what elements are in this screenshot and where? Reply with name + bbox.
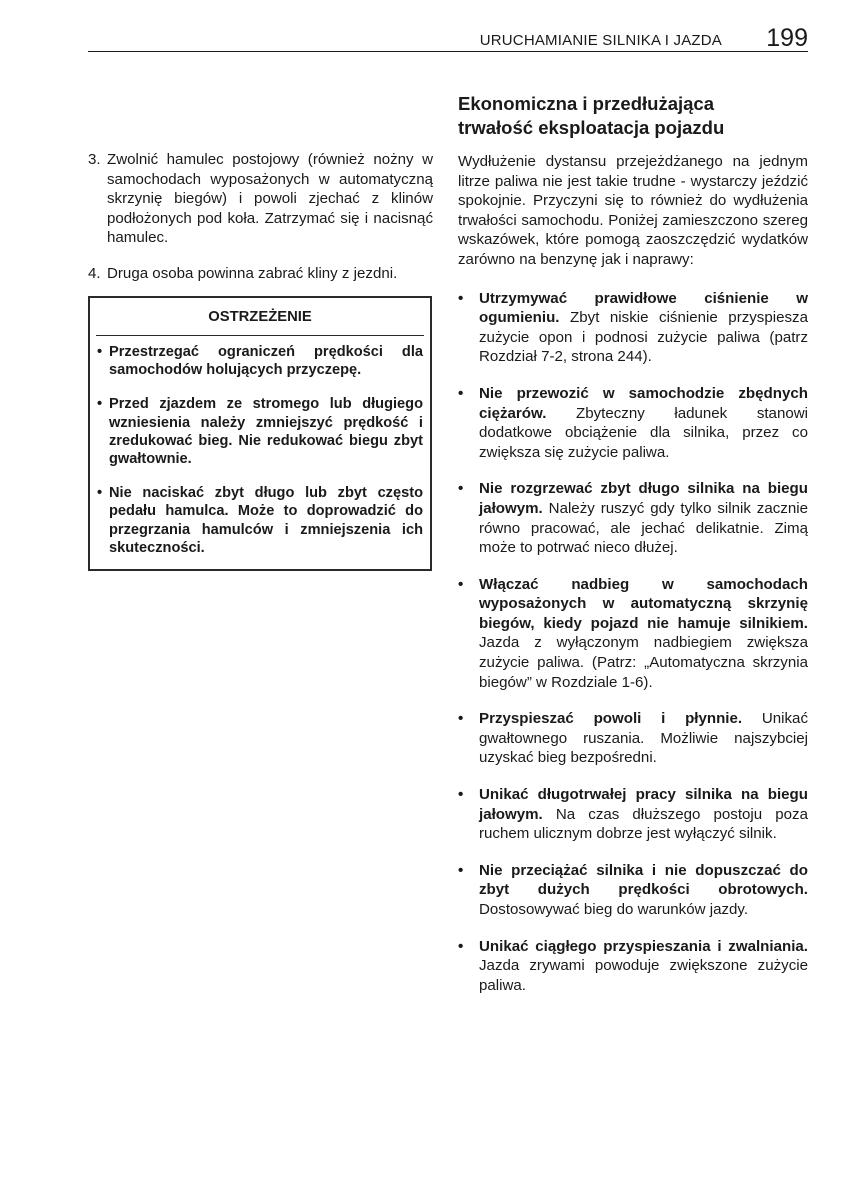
tip-item <box>458 384 808 462</box>
section-title: URUCHAMIANIE SILNIKA I JAZDA <box>479 32 722 49</box>
tip-item <box>458 937 808 996</box>
tip-bold-text: Przyspieszać powoli i płynnie. <box>479 710 743 728</box>
warning-item-text: Nie naciskać zbyt długo lub zbyt często pedału hamulca. Może to doprowadzić do przegrzania hamulców i zmniejszenia ich skuteczności. <box>109 485 423 556</box>
economy-heading <box>458 92 808 140</box>
tip-text: Jazda zrywami powoduje zwiększone zużycie paliwa. <box>479 957 808 994</box>
step-4 <box>88 264 433 284</box>
warning-item <box>97 343 423 379</box>
economy-intro: Wydłużenie dystansu przejeżdżanego na jednym litrze paliwa nie jest takie trudne - wystarczy jeździć spokojnie. Przyczyni się to również do wydłużenia trwałości samochodu. Poniżej zamieszczono szereg wskazówek, które pomogą zaoszczędzić wydatków zarówno na benzynę jak i naprawy: <box>458 153 808 268</box>
tip-text: Jazda z wyłączonym nadbiegiem zwiększa zużycie paliwa. (Patrz: „Automatyczna skrzynia biegów” w Rozdziale 1-6). <box>479 634 808 691</box>
tip-bold-text: Nie przeciążać silnika i nie dopuszczać do zbyt dużych prędkości obrotowych. <box>479 861 808 899</box>
step-text: Druga osoba powinna zabrać kliny z jezdni. <box>107 264 398 282</box>
tip-item <box>458 479 808 557</box>
bullet: • <box>458 861 464 879</box>
economy-heading-line1: Ekonomiczna i przedłużająca <box>458 93 714 114</box>
tip-text: Zbyteczny ładunek stanowi dodatkowe obciążenie dla silnika, przez co zwiększa się zużycie paliwa. <box>479 404 808 461</box>
page-header <box>88 26 808 54</box>
warning-item <box>97 395 423 468</box>
bullet: • <box>458 575 464 593</box>
tip-item <box>458 289 808 367</box>
warning-list <box>90 336 430 557</box>
bullet: • <box>458 937 464 955</box>
bullet: • <box>458 786 464 804</box>
page-number: 199 <box>766 24 808 52</box>
left-column <box>88 150 433 300</box>
tip-text: Dostosowywać bieg do warunków jazdy. <box>479 901 749 918</box>
tip-text: Na czas dłuższego postoju poza ruchem ulicznym dobrze jest wyłączyć silnik. <box>479 805 808 843</box>
header-rule <box>88 51 808 52</box>
tip-text: Należy ruszyć gdy tylko silnik zacznie równo pracować, ale jechać delikatnie. Zimą może to potrwać nieco dłużej. <box>479 499 808 557</box>
bullet: • <box>458 710 464 728</box>
step-number: 3. <box>88 151 101 168</box>
step-number: 4. <box>88 264 101 282</box>
tip-bold-text: Włączać nadbieg w samochodach wyposażonych w automatyczną skrzynię biegów, kiedy pojazd nie hamuje silnikiem. <box>479 575 808 632</box>
tip-bold-text: Unikać ciągłego przyspieszania i zwalniania. <box>479 937 808 955</box>
warning-box <box>88 296 432 571</box>
warning-item <box>97 484 423 557</box>
tip-bold-text: Utrzymywać prawidłowe ciśnienie w ogumieniu. <box>479 289 808 327</box>
bullet: • <box>97 396 103 413</box>
bullet: • <box>458 480 464 498</box>
tip-bold-text: Nie przewozić w samochodzie zbędnych ciężarów. <box>479 384 808 422</box>
step-3 <box>88 150 433 248</box>
bullet: • <box>458 289 464 307</box>
tip-text: Zbyt niskie ciśnienie przyspiesza zużycie opon i podnosi zużycie paliwa (patrz Rozdział 7-2, strona 244). <box>479 309 808 366</box>
bullet: • <box>458 384 464 402</box>
warning-item-text: Przestrzegać ograniczeń prędkości dla samochodów holujących przyczepę. <box>109 344 423 379</box>
bullet: • <box>97 485 103 502</box>
economy-heading-line2: trwałość eksploatacja pojazdu <box>458 117 725 138</box>
tip-text: Unikać gwałtownego ruszania. Możliwie najszybciej uzyskać bieg bezpośredni. <box>479 710 808 767</box>
tip-item <box>458 861 808 920</box>
step-text: Zwolnić hamulec postojowy (również nożny w samochodach wyposażonych w automatyczną skrzynię biegów) i powoli zjechać z klinów podłożonych pod koła. Zatrzymać się i nacisnąć hamulec. <box>107 151 433 247</box>
bullet: • <box>97 344 103 360</box>
tip-item <box>458 575 808 693</box>
tip-item <box>458 709 808 768</box>
warning-item-text: Przed zjazdem ze stromego lub długiego wzniesienia należy zmniejszyć prędkość i zredukować bieg. Nie redukować biegu zbyt gwałtownie. <box>109 396 423 468</box>
warning-title: OSTRZEŻENIE <box>96 298 424 336</box>
tip-bold-text: Unikać długotrwałej pracy silnika na biegu jałowym. <box>479 786 808 823</box>
tip-item <box>458 785 808 844</box>
tip-bold-text: Nie rozgrzewać zbyt długo silnika na biegu jałowym. <box>479 480 808 517</box>
right-column <box>458 92 808 1012</box>
